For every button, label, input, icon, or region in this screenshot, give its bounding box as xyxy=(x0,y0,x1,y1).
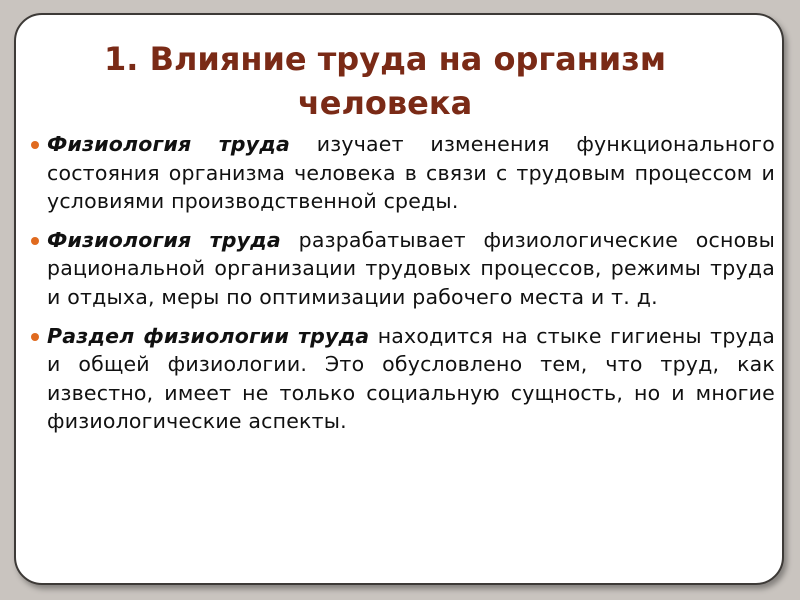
slide-title xyxy=(16,37,754,125)
slide-title-line-2: человека xyxy=(297,84,473,122)
bullet-emphasis: Физиология труда xyxy=(47,132,291,156)
bullet-marker-icon xyxy=(31,333,39,341)
bullet-text: разрабатывает физиологические основы рациональной организации трудовых процессов, режимы труда и отдыха, меры по оптимизации рабочего места и т. д. xyxy=(47,227,775,309)
bullet-list xyxy=(30,130,775,446)
bullet-text: изучает изменения функционального состояния организма человека в связи с трудовым процессом и условиями производственной среды. xyxy=(47,132,775,214)
bullet-item xyxy=(30,322,775,436)
bullet-text: находится на стыке гигиены труда и общей физиологии. Это обусловлено тем, что труд, как известно, имеет не только социальную сущность, но и многие физиологические аспекты. xyxy=(47,323,775,434)
bullet-item xyxy=(30,226,775,312)
bullet-marker-icon xyxy=(31,237,39,245)
slide-title-line-1: 1. Влияние труда на организм xyxy=(104,40,666,78)
bullet-item xyxy=(30,130,775,216)
bullet-emphasis: Раздел физиологии труда xyxy=(47,323,370,348)
slide-frame xyxy=(14,13,784,585)
bullet-marker-icon xyxy=(31,141,39,149)
bullet-emphasis: Физиология труда xyxy=(47,227,281,252)
